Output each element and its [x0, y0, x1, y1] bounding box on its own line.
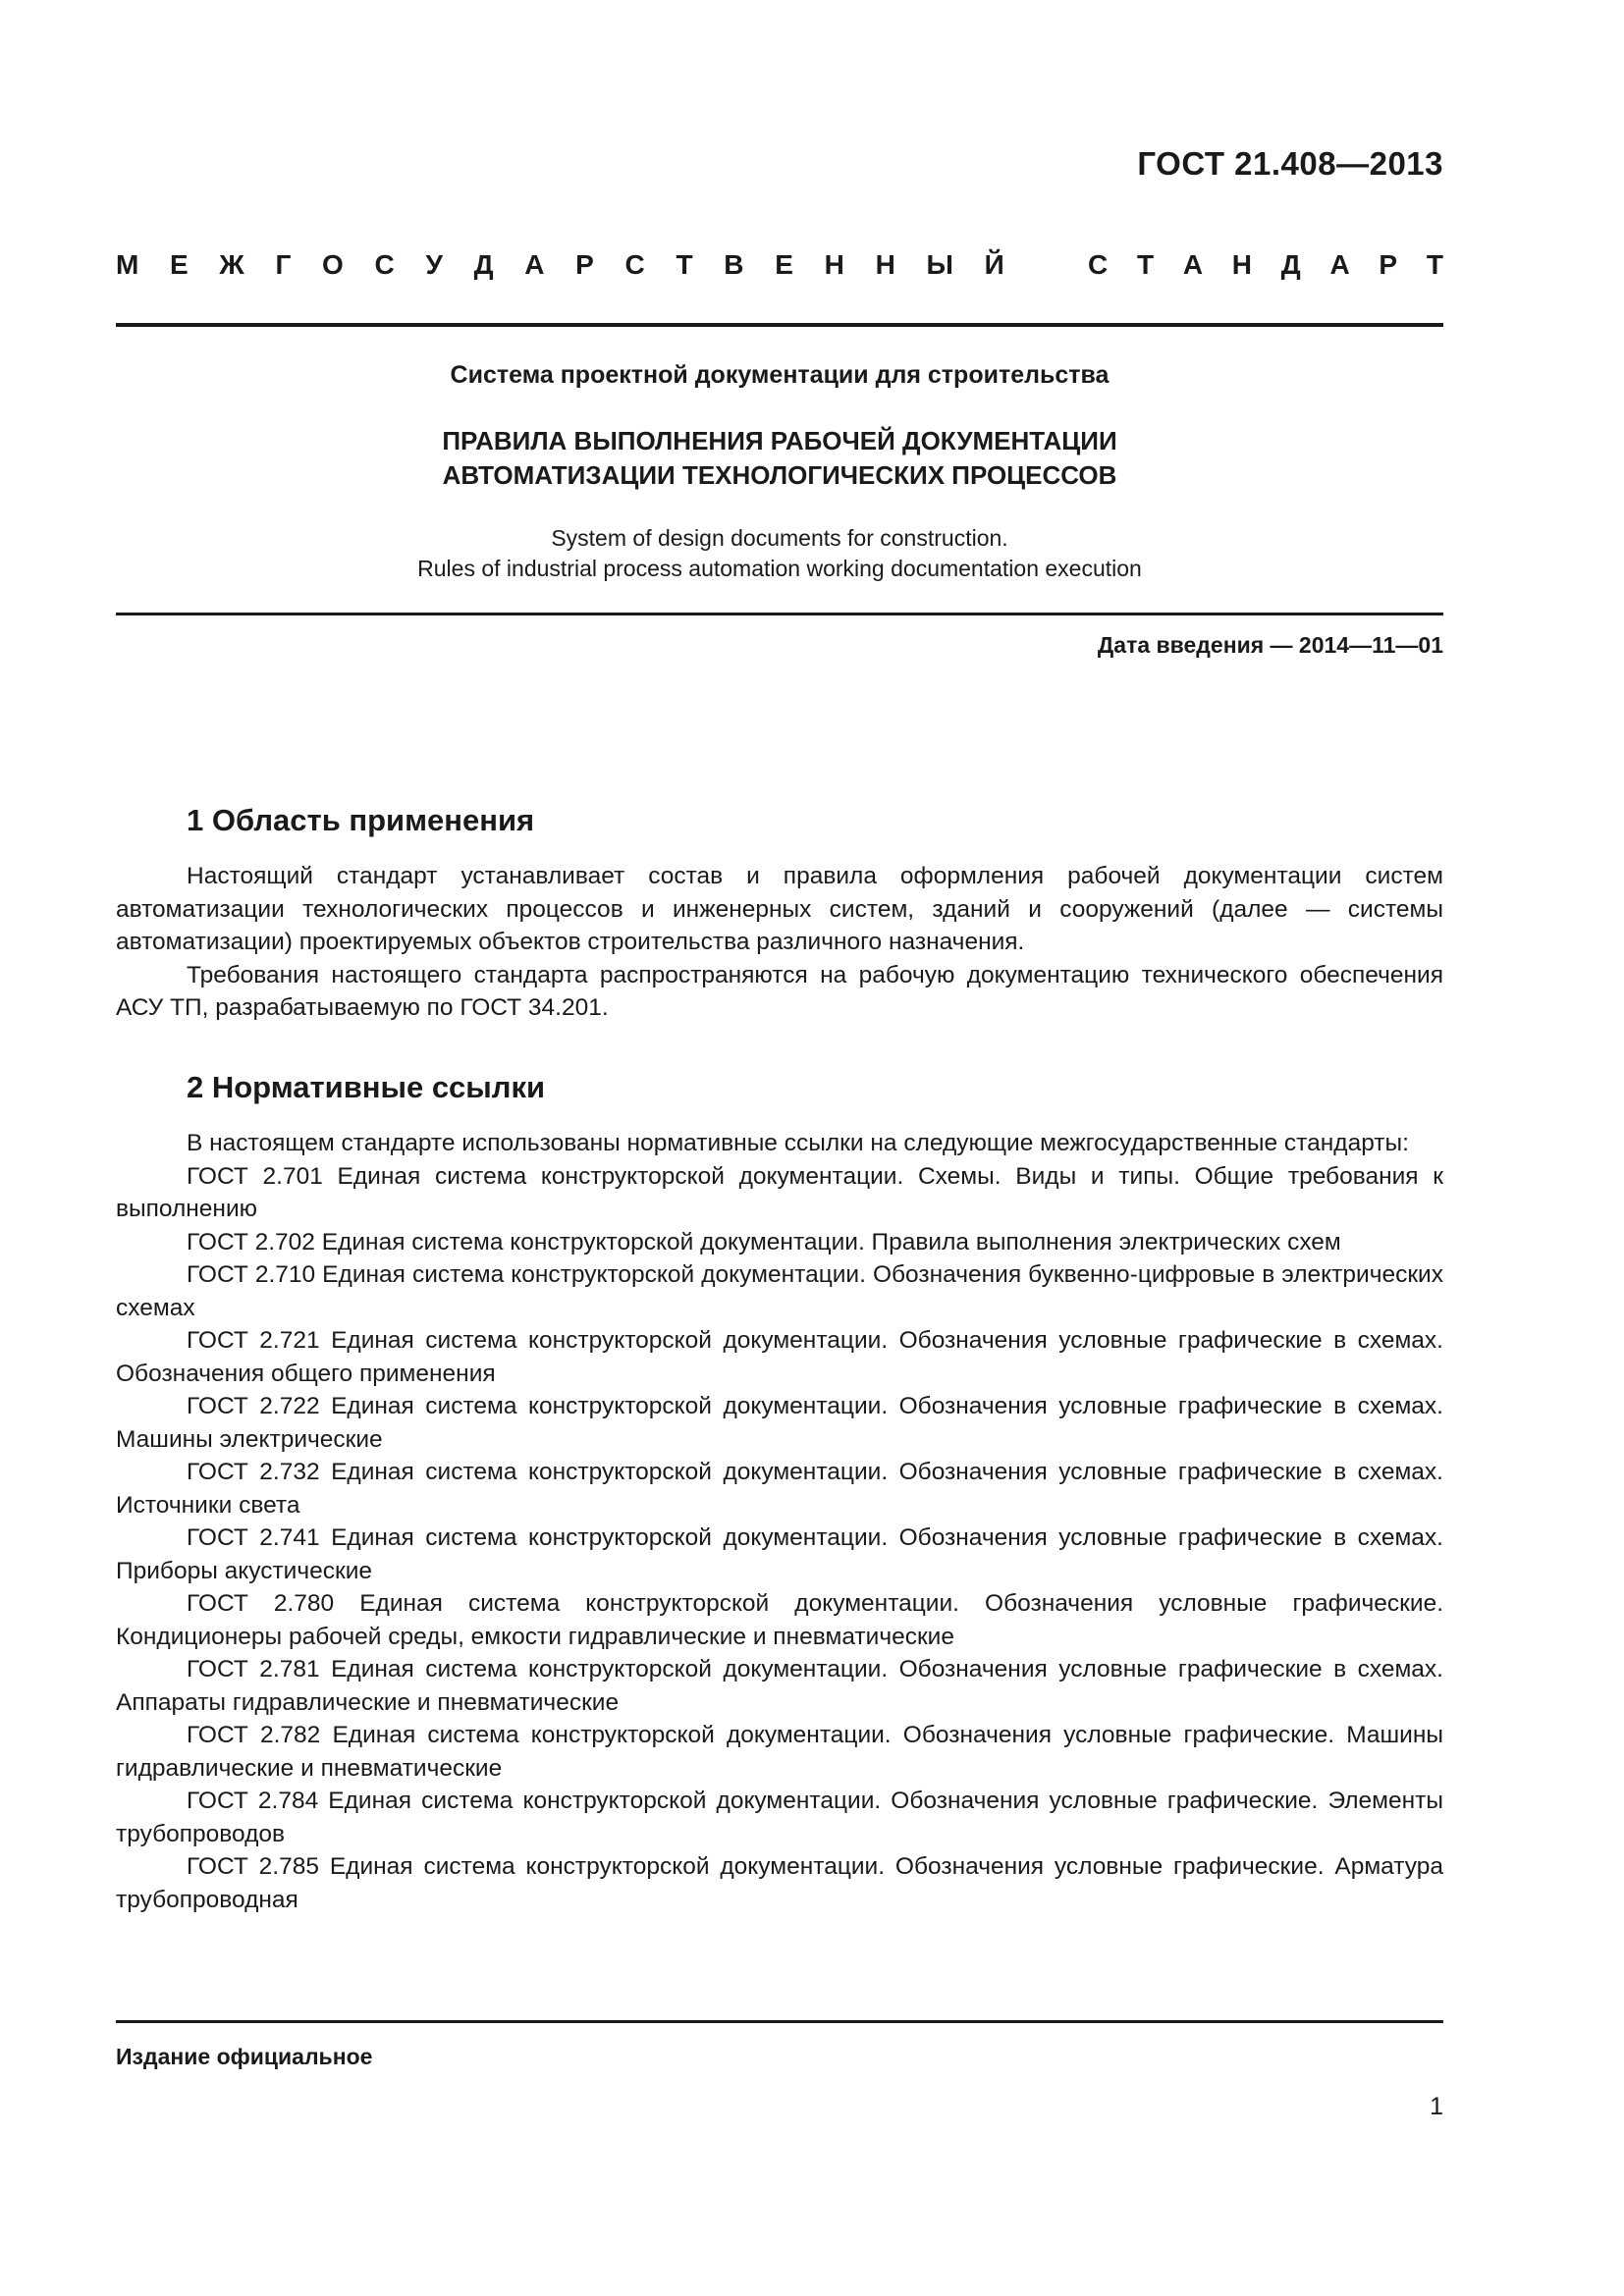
- english-title-line-2: Rules of industrial process automation working documentation execution: [417, 556, 1142, 581]
- banner-letter: Р: [575, 249, 594, 280]
- banner-letter: Ж: [219, 249, 244, 280]
- reference-item: ГОСТ 2.710 Единая система конструкторской документации. Обозначения буквенно-цифровые в электрических схемах: [116, 1261, 1443, 1321]
- banner-letter: Т: [676, 249, 693, 280]
- standard-number: ГОСТ 21.408—2013: [1137, 145, 1443, 182]
- reference-item: ГОСТ 2.782 Единая система конструкторской документации. Обозначения условные графические. Машины гидравлические и пневматические: [116, 1722, 1443, 1782]
- banner-letter: Р: [1379, 249, 1398, 280]
- banner-letter: Е: [170, 249, 189, 280]
- banner-word-standard: [1088, 249, 1443, 281]
- banner-letter: В: [724, 249, 744, 280]
- main-title: [116, 424, 1443, 493]
- page-number: 1: [1430, 2093, 1443, 2120]
- banner-letter: С: [1088, 249, 1109, 280]
- introduction-date: Дата введения — 2014—11—01: [1097, 632, 1443, 658]
- header-rule: [116, 323, 1443, 327]
- banner-letter: А: [524, 249, 545, 280]
- reference-item: ГОСТ 2.721 Единая система конструкторской документации. Обозначения условные графические в схемах. Обозначения общего применения: [116, 1327, 1443, 1387]
- interstate-standard-banner: [116, 249, 1443, 281]
- section-2-heading: 2 Нормативные ссылки: [187, 1070, 546, 1104]
- banner-letter: Н: [1231, 249, 1253, 280]
- banner-letter: А: [1329, 249, 1350, 280]
- banner-letter: Й: [984, 249, 1004, 280]
- reference-item: ГОСТ 2.702 Единая система конструкторской документации. Правила выполнения электрических схем: [187, 1228, 1341, 1255]
- reference-item: ГОСТ 2.780 Единая система конструкторской документации. Обозначения условные графические. Кондиционеры рабочей среды, емкости гидравлические и пневматические: [116, 1590, 1443, 1650]
- banner-letter: О: [322, 249, 344, 280]
- footer-rule: [116, 2020, 1443, 2023]
- reference-item: ГОСТ 2.781 Единая система конструкторской документации. Обозначения условные графические в схемах. Аппараты гидравлические и пневматические: [116, 1656, 1443, 1716]
- section-1-paragraph: Требования настоящего стандарта распространяются на рабочую документацию технического обеспечения АСУ ТП, разрабатываемую по ГОСТ 34.201.: [116, 961, 1443, 1021]
- banner-letter: Н: [875, 249, 895, 280]
- banner-letter: Ы: [926, 249, 953, 280]
- main-title-line-2: АВТОМАТИЗАЦИИ ТЕХНОЛОГИЧЕСКИХ ПРОЦЕССОВ: [442, 460, 1117, 490]
- reference-item: ГОСТ 2.732 Единая система конструкторской документации. Обозначения условные графические в схемах. Источники света: [116, 1459, 1443, 1519]
- banner-letter: Н: [824, 249, 844, 280]
- reference-item: ГОСТ 2.701 Единая система конструкторской документации. Схемы. Виды и типы. Общие требования к выполнению: [116, 1162, 1443, 1222]
- banner-letter: А: [1182, 249, 1204, 280]
- reference-item: ГОСТ 2.785 Единая система конструкторской документации. Обозначения условные графические. Арматура трубопроводная: [116, 1853, 1443, 1913]
- section-2-body: [116, 1127, 1443, 1916]
- banner-letter: Т: [1426, 249, 1443, 280]
- banner-letter: С: [374, 249, 395, 280]
- main-title-line-1: ПРАВИЛА ВЫПОЛНЕНИЯ РАБОЧЕЙ ДОКУМЕНТАЦИИ: [442, 426, 1117, 455]
- banner-letter: Г: [275, 249, 292, 280]
- section-1-heading: 1 Область применения: [187, 803, 535, 837]
- system-title: Система проектной документации для строительства: [450, 361, 1110, 389]
- banner-letter: Д: [1280, 249, 1301, 280]
- references-intro: В настоящем стандарте использованы нормативные ссылки на следующие межгосударственные стандарты:: [187, 1130, 1409, 1156]
- english-title: [116, 523, 1443, 584]
- banner-word-interstate: [116, 249, 1004, 281]
- reference-item: ГОСТ 2.784 Единая система конструкторской документации. Обозначения условные графические. Элементы трубопроводов: [116, 1788, 1443, 1847]
- banner-letter: С: [624, 249, 645, 280]
- section-1-body: [116, 860, 1443, 1025]
- banner-letter: Е: [775, 249, 793, 280]
- reference-item: ГОСТ 2.722 Единая система конструкторской документации. Обозначения условные графические в схемах. Машины электрические: [116, 1393, 1443, 1453]
- title-rule: [116, 613, 1443, 615]
- section-1-paragraph: Настоящий стандарт устанавливает состав и правила оформления рабочей документации систем автоматизации технологических процессов и инженерных систем, зданий и сооружений (далее — системы автоматизации) проектируемых объектов строительства различного назначения.: [116, 863, 1443, 955]
- banner-letter: Т: [1136, 249, 1155, 280]
- banner-letter: М: [116, 249, 139, 280]
- banner-letter: Д: [473, 249, 494, 280]
- reference-item: ГОСТ 2.741 Единая система конструкторской документации. Обозначения условные графические в схемах. Приборы акустические: [116, 1524, 1443, 1584]
- official-edition-label: Издание официальное: [116, 2044, 373, 2069]
- banner-letter: У: [425, 249, 443, 280]
- english-title-line-1: System of design documents for construction.: [551, 525, 1008, 551]
